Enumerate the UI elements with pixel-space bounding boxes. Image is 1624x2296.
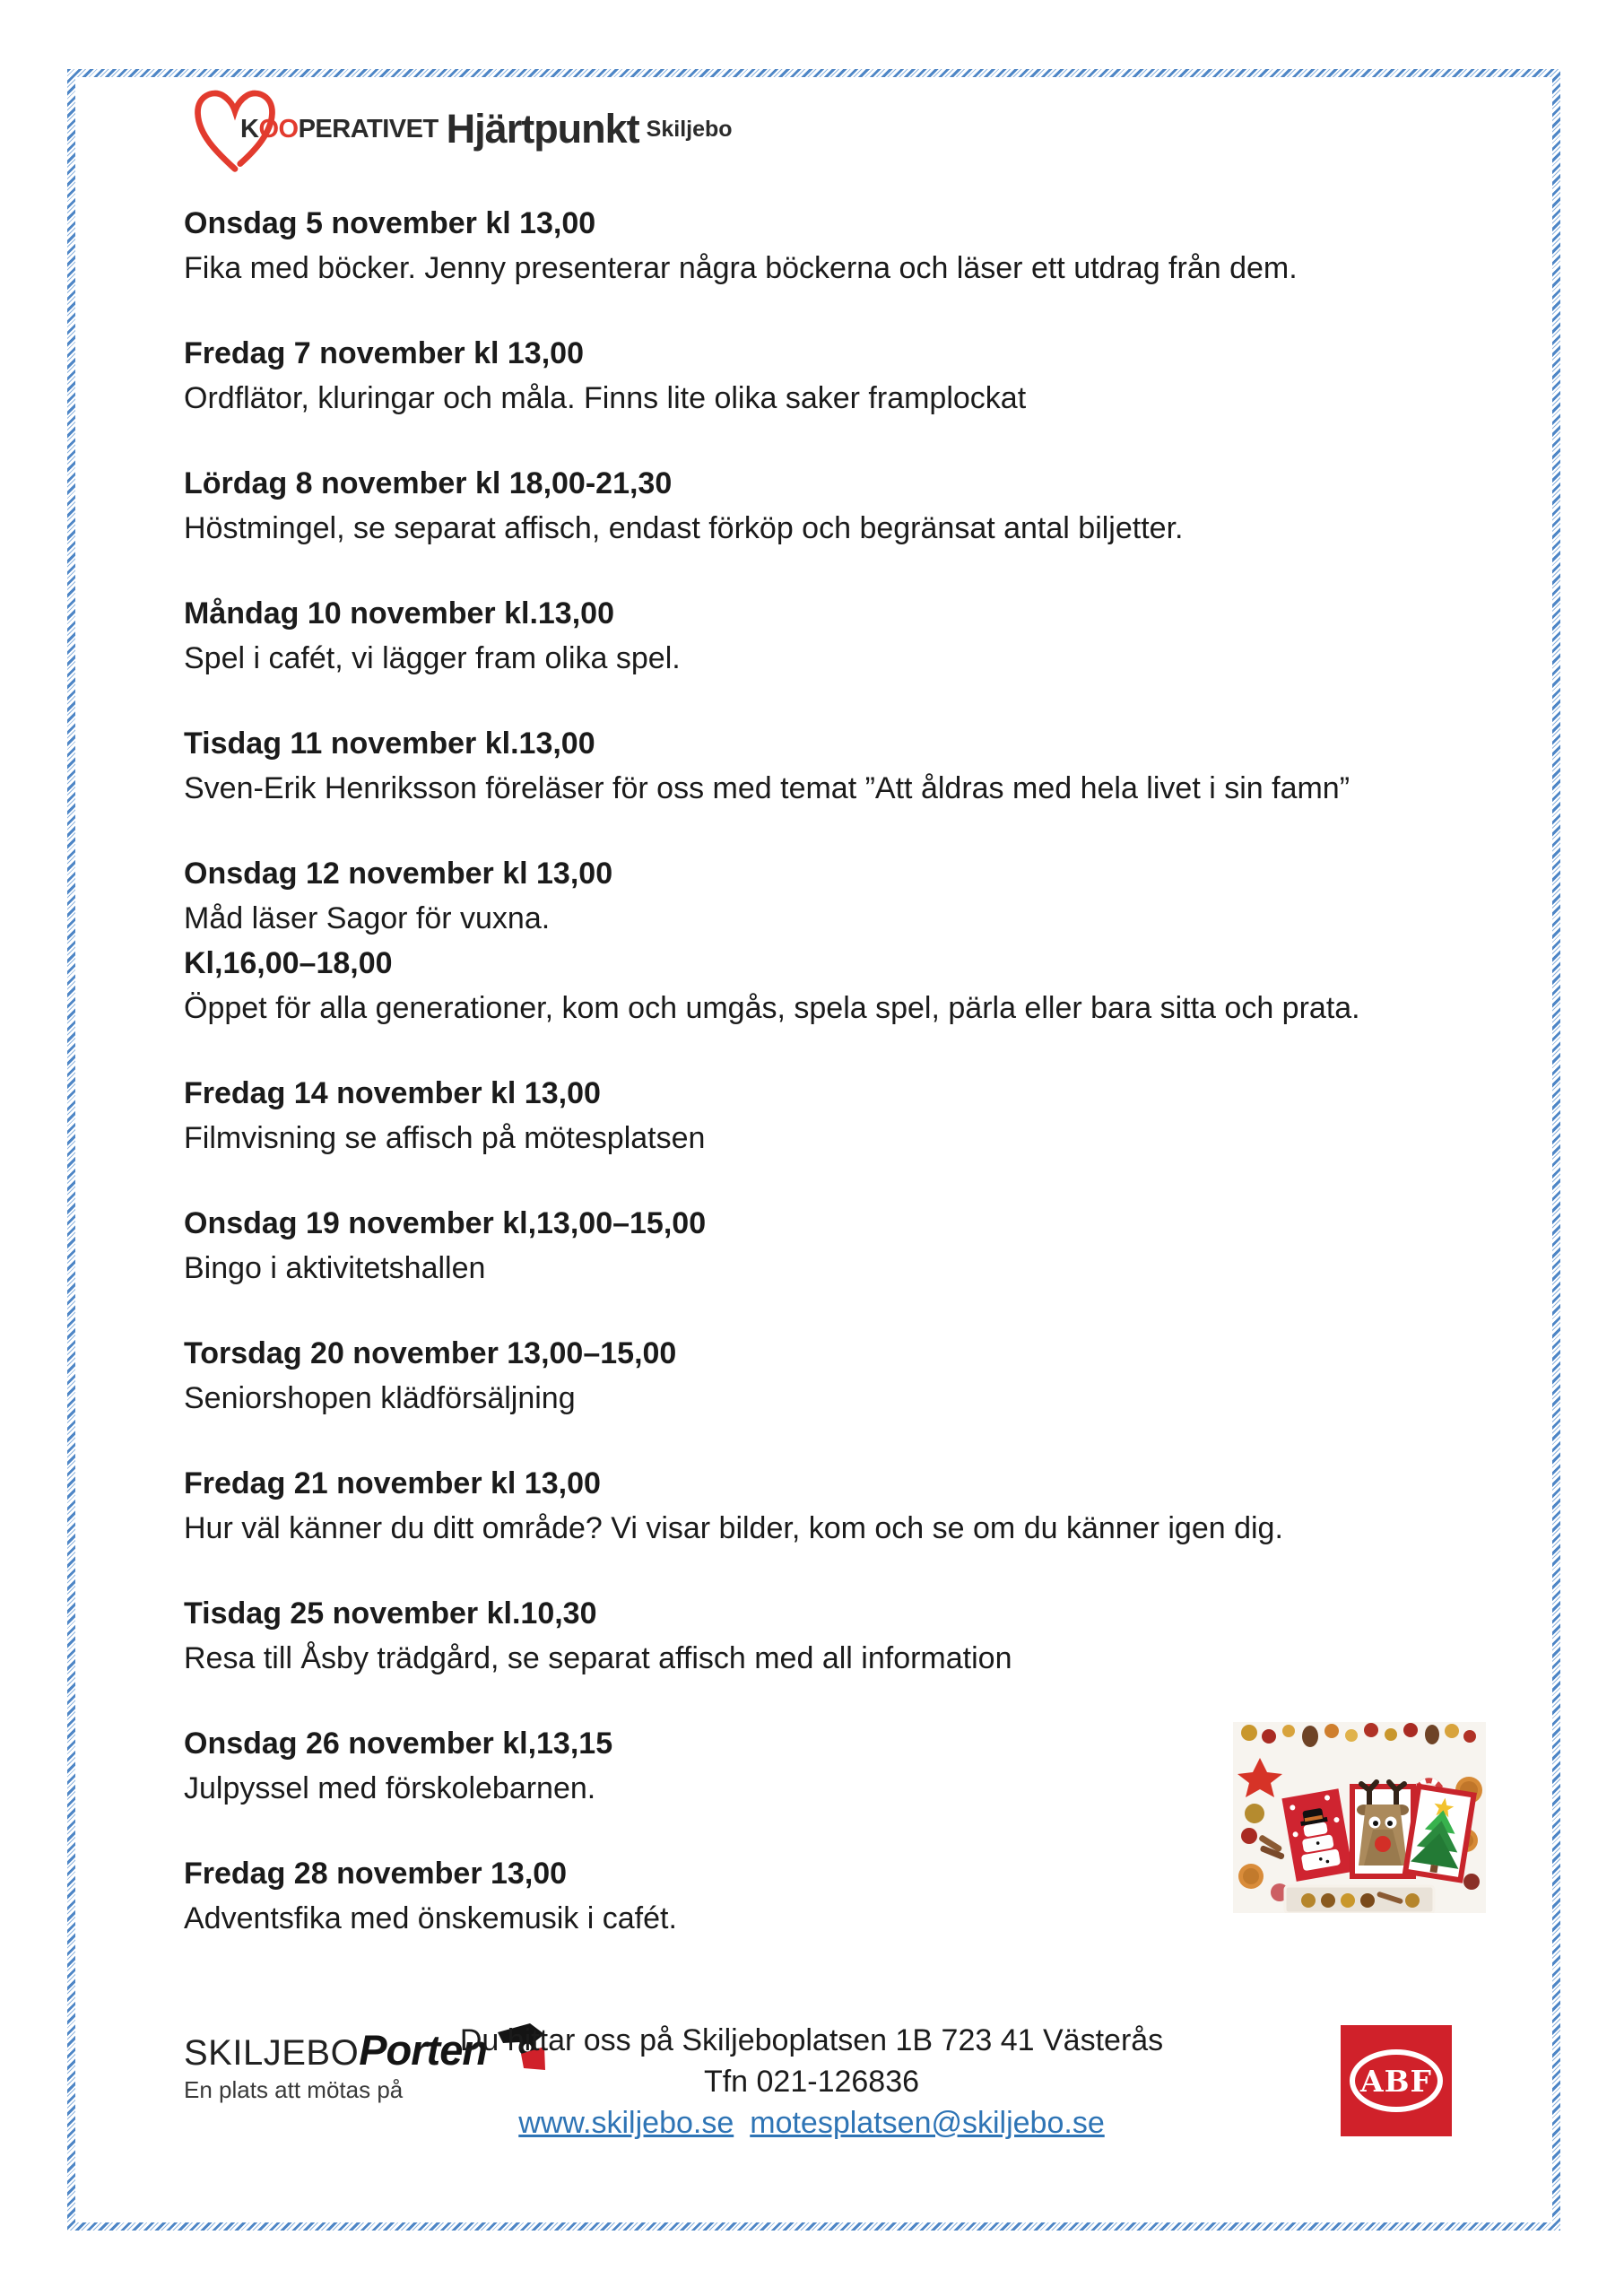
event-title: Tisdag 11 november kl.13,00: [184, 726, 595, 761]
abf-logo: [1341, 2025, 1452, 2136]
event-item: [184, 331, 1511, 421]
event-item: [184, 1591, 1511, 1681]
event-title: Tisdag 25 november kl.10,30: [184, 1596, 597, 1631]
skiljeboporten-tagline: En plats att mötas på: [184, 2076, 404, 2103]
event-body: Resa till Åsby trädgård, se separat affisch med all information: [184, 1641, 1012, 1675]
event-title: Torsdag 20 november 13,00–15,00: [184, 1336, 677, 1370]
event-title: Onsdag 19 november kl,13,00–15,00: [184, 1206, 707, 1240]
website-link[interactable]: www.skiljebo.se: [518, 2106, 734, 2140]
event-body: Julpyssel med förskolebarnen.: [184, 1771, 596, 1805]
event-body: Måd läser Sagor för vuxna.: [184, 901, 551, 935]
brand-kooperativet: KOOPERATIVET: [240, 114, 439, 144]
event-body: Filmvisning se affisch på mötesplatsen: [184, 1121, 706, 1155]
event-list: [184, 201, 1511, 1981]
event-body: Fika med böcker. Jenny presenterar några böckerna och läser ett utdrag från dem.: [184, 251, 1298, 285]
event-item: [184, 1201, 1511, 1291]
christmas-cards-image: [1233, 1722, 1486, 1913]
event-item: [184, 721, 1511, 811]
event-title: Fredag 21 november kl 13,00: [184, 1466, 601, 1500]
event-item: [184, 1071, 1511, 1161]
skiljeboporten-logo-porten: Porten: [359, 2026, 488, 2074]
event-body: Hur väl känner du ditt område? Vi visar bilder, kom och se om du känner igen dig.: [184, 1511, 1283, 1545]
brand-place: Skiljebo: [646, 116, 733, 142]
event-item: [184, 201, 1511, 291]
abf-logo-oval: [1350, 2049, 1443, 2112]
event-title: Kl,16,00–18,00: [184, 946, 393, 980]
skiljeboporten-logo-text: SKILJEBO: [184, 2033, 360, 2073]
event-body: Höstmingel, se separat affisch, endast förköp och begränsat antal biljetter.: [184, 511, 1184, 545]
event-title: Fredag 28 november 13,00: [184, 1857, 568, 1891]
event-title: Måndag 10 november kl.13,00: [184, 596, 614, 631]
event-title: Onsdag 26 november kl,13,15: [184, 1726, 613, 1761]
brand-text: [240, 79, 733, 179]
contact-block: [421, 2020, 1202, 2144]
brand-name: Hjärtpunkt: [446, 106, 639, 152]
brand-oo-rings: OO: [258, 114, 299, 144]
event-body: Seniorshopen klädförsäljning: [184, 1381, 576, 1415]
event-body: Öppet för alla generationer, kom och umgås, spela spel, pärla eller bara sitta och prata.: [184, 991, 1360, 1025]
abf-logo-text: ABF: [1360, 2063, 1432, 2099]
event-title: Lördag 8 november kl 18,00-21,30: [184, 466, 673, 500]
contact-address: Du hittar oss på Skiljeboplatsen 1B 723 41 Västerås: [459, 2023, 1164, 2057]
event-body: Sven-Erik Henriksson föreläser för oss med temat ”Att åldras med hela livet i sin famn”: [184, 771, 1350, 805]
event-body: Spel i cafét, vi lägger fram olika spel.: [184, 641, 681, 675]
event-title: Fredag 14 november kl 13,00: [184, 1076, 601, 1110]
event-item: [184, 591, 1511, 681]
contact-phone: Tfn 021-126836: [703, 2065, 920, 2099]
event-body: Adventsfika med önskemusik i cafét.: [184, 1901, 677, 1935]
event-item: [184, 1461, 1511, 1551]
event-title: Onsdag 12 november kl 13,00: [184, 857, 613, 891]
event-body: Bingo i aktivitetshallen: [184, 1251, 486, 1285]
email-link[interactable]: motesplatsen@skiljebo.se: [750, 2106, 1105, 2140]
event-title: Onsdag 5 november kl 13,00: [184, 206, 596, 240]
event-title: Fredag 7 november kl 13,00: [184, 336, 584, 370]
event-body: Ordflätor, kluringar och måla. Finns lite olika saker framplockat: [184, 381, 1027, 415]
event-item: [184, 851, 1511, 1031]
event-item: [184, 1331, 1511, 1421]
event-item: [184, 461, 1511, 551]
